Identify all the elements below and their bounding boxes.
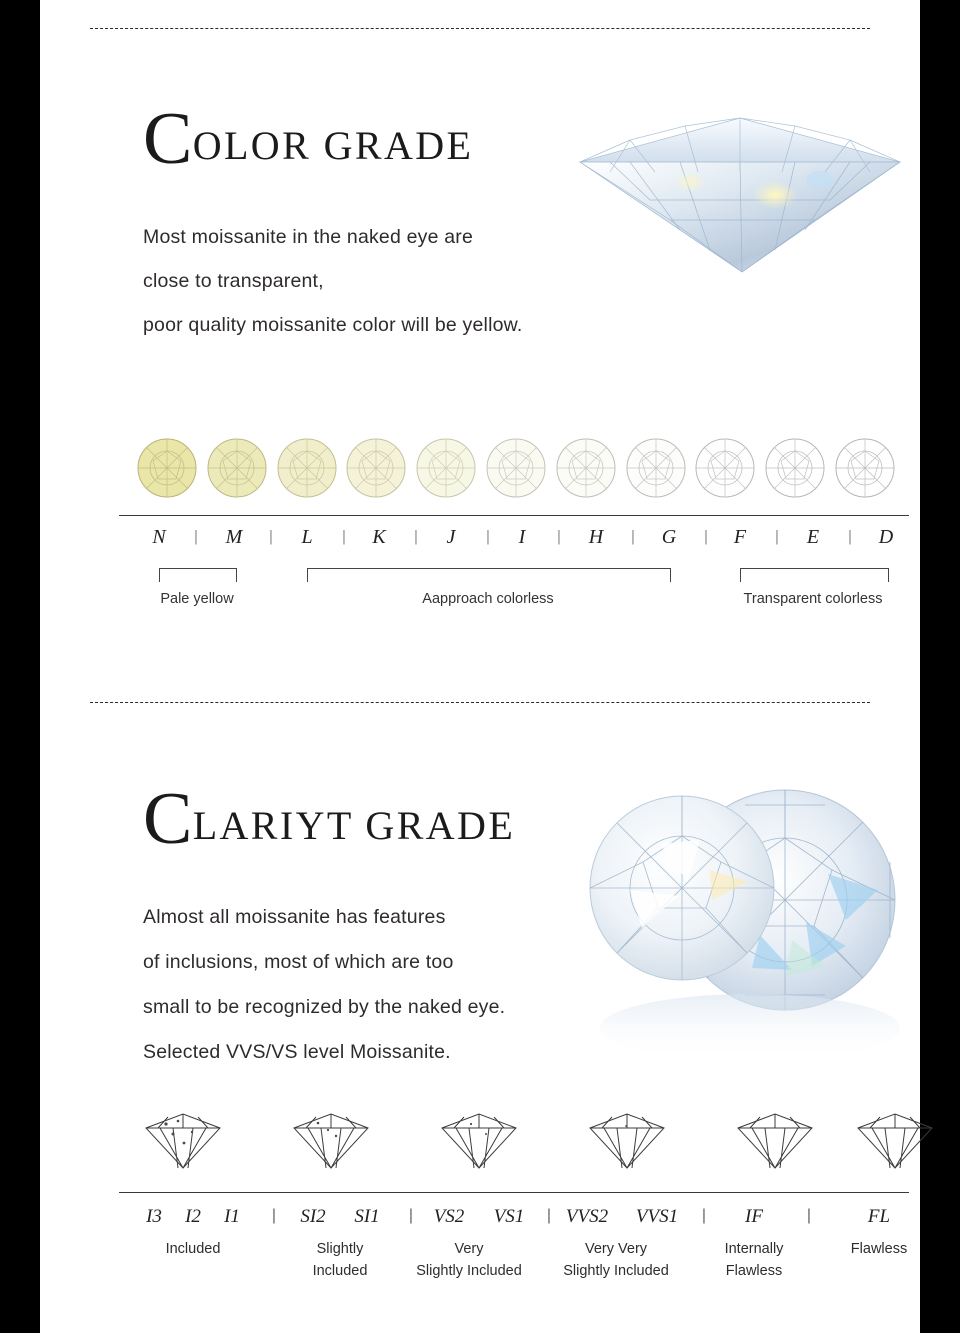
color-grade-E: E [806,526,820,548]
clarity-code-I1: I1 [224,1206,240,1227]
color-grade-F: F [733,526,747,548]
clarity-label-flawless: Flawless [850,1241,908,1257]
clarity-code-VVS2: VVS2 [565,1206,609,1227]
round-brilliant-stone-icon [345,437,407,499]
clarity-paragraph-line-3: small to be recognized by the naked eye. [143,996,506,1018]
color-sep: | [848,528,852,545]
color-sep: | [631,528,635,545]
color-grade-title [143,98,474,180]
color-sep: | [414,528,418,545]
color-paragraph-line-2: close to transparent, [143,270,324,292]
color-sep: | [342,528,346,545]
round-brilliant-stone-icon [276,437,338,499]
color-grade-I: I [518,526,526,548]
clarity-sep: | [408,1207,414,1224]
clarity-sep: | [271,1207,277,1224]
clarity-code-SI2: SI2 [300,1206,326,1227]
clarity-scale-rule [119,1192,909,1193]
clarity-code-VS1: VS1 [493,1206,525,1227]
clarity-label-included: Included [165,1241,221,1257]
clarity-paragraph-line-2: of inclusions, most of which are too [143,951,454,973]
color-grade-J: J [446,526,456,548]
color-sep: | [194,528,198,545]
clarity-sep: | [546,1207,552,1224]
divider-top [90,28,870,29]
two-diamonds-icon [560,770,960,1080]
color-grade-D: D [878,526,894,548]
bracket-label-transparent-colorless: Transparent colorless [743,591,883,607]
document-page [40,0,920,1333]
color-grade-H: H [588,526,604,548]
bracket-label-approach-colorless: Aapproach colorless [422,591,554,607]
clarity-sep: | [806,1207,812,1224]
clarity-label-very-very-slightly-included: Very Very Slightly Included [563,1241,669,1279]
clarity-grade-paragraph [143,895,613,1075]
color-grade-L: L [301,526,313,548]
clarity-code-I3: I3 [146,1206,162,1227]
bracket-label-pale-yellow: Pale yellow [160,591,234,607]
color-sep: | [557,528,561,545]
color-sep: | [486,528,490,545]
clarity-code-I2: I2 [185,1206,201,1227]
round-brilliant-stone-icon [625,437,687,499]
color-grade-letters [119,516,909,607]
color-grade-scale [119,515,909,607]
diamond-outline-icon [140,1110,226,1172]
clarity-code-IF: IF [745,1206,763,1227]
color-grade-M: M [225,526,243,548]
divider-middle [90,702,870,703]
diamond-outline-icon [288,1110,374,1172]
clarity-paragraph-line-1: Almost all moissanite has features [143,906,446,928]
clarity-label-slightly-included: Slightly Included [312,1241,368,1279]
clarity-paragraph-line-4: Selected VVS/VS level Moissanite. [143,1041,451,1063]
round-brilliant-stone-icon [834,437,896,499]
bracket-transparent-colorless [740,568,889,582]
diamond-outline-icon [584,1110,670,1172]
color-grade-N: N [152,526,166,548]
color-paragraph-line-3: poor quality moissanite color will be yellow. [143,314,523,336]
color-title-dropcap: C [143,98,193,180]
round-brilliant-stone-icon [485,437,547,499]
bracket-approach-colorless [307,568,671,582]
clarity-code-FL: FL [867,1206,891,1227]
color-grade-G: G [661,526,677,548]
clarity-icon-row [140,1110,920,1180]
diamond-outline-icon [436,1110,522,1172]
color-title-rest: OLOR GRADE [192,123,474,168]
clarity-code-VS2: VS2 [433,1206,465,1227]
clarity-grade-title [143,778,516,860]
color-sep: | [269,528,273,545]
round-brilliant-stone-icon [555,437,617,499]
color-stone-row [136,432,896,504]
clarity-title-rest: LARIYT GRADE [192,803,516,848]
color-paragraph-line-1: Most moissanite in the naked eye are [143,226,474,248]
clarity-label-very-slightly-included: Very Slightly Included [416,1241,522,1279]
color-sep: | [704,528,708,545]
clarity-grade-scale [119,1192,909,1279]
round-brilliant-stone-icon [415,437,477,499]
round-brilliant-stone-icon [206,437,268,499]
round-brilliant-stone-icon [694,437,756,499]
color-grade-K: K [372,526,386,548]
color-sep: | [775,528,779,545]
diamond-outline-icon [852,1110,938,1172]
round-brilliant-stone-icon [764,437,826,499]
clarity-sep: | [701,1207,707,1224]
clarity-code-VVS1: VVS1 [635,1206,679,1227]
diamond-outline-icon [732,1110,818,1172]
clarity-title-dropcap: C [143,778,193,860]
clarity-code-SI1: SI1 [354,1206,380,1227]
clarity-label-internally-flawless: Internally Flawless [724,1241,784,1279]
bracket-pale-yellow [159,568,237,582]
diamond-side-view-icon [570,100,910,280]
round-brilliant-stone-icon [136,437,198,499]
